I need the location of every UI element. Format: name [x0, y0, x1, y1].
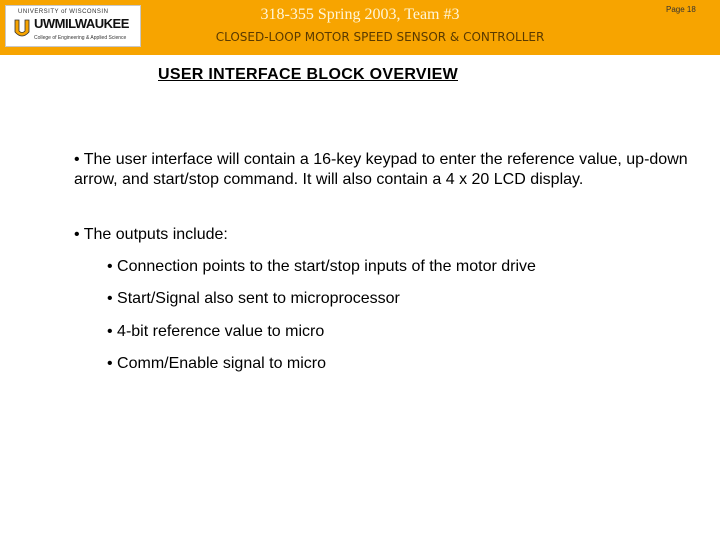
sub-bullet-item: • Start/Signal also sent to microprocessor	[107, 290, 400, 307]
logo-college: College of Engineering & Applied Science	[34, 35, 127, 41]
sub-bullet-item: • 4-bit reference value to micro	[107, 323, 325, 340]
section-heading: USER INTERFACE BLOCK OVERVIEW	[158, 66, 458, 83]
uwm-logo	[5, 5, 141, 47]
logo-university-line: UNIVERSITY of WISCONSIN	[18, 9, 109, 15]
slide-header-bar	[0, 0, 720, 55]
page-number: Page 18	[666, 5, 696, 14]
logo-uwm: UWMILWAUKEE	[34, 16, 129, 31]
bullet-outputs: • The outputs include:	[74, 226, 228, 243]
slide-title: 318-355 Spring 2003, Team #3	[260, 6, 460, 23]
slide-subtitle: CLOSED-LOOP MOTOR SPEED SENSOR & CONTROLLER	[215, 30, 545, 44]
sub-bullet-item: • Connection points to the start/stop inputs of the motor drive	[107, 258, 536, 275]
sub-bullet-item: • Comm/Enable signal to micro	[107, 355, 327, 372]
bullet-user-interface: • The user interface will contain a 16-key keypad to enter the reference value, up-down arrow, and start/stop command. It will also contain a 4 x 20 LCD display.	[74, 151, 688, 188]
uwm-logo-mark-icon	[13, 18, 31, 40]
